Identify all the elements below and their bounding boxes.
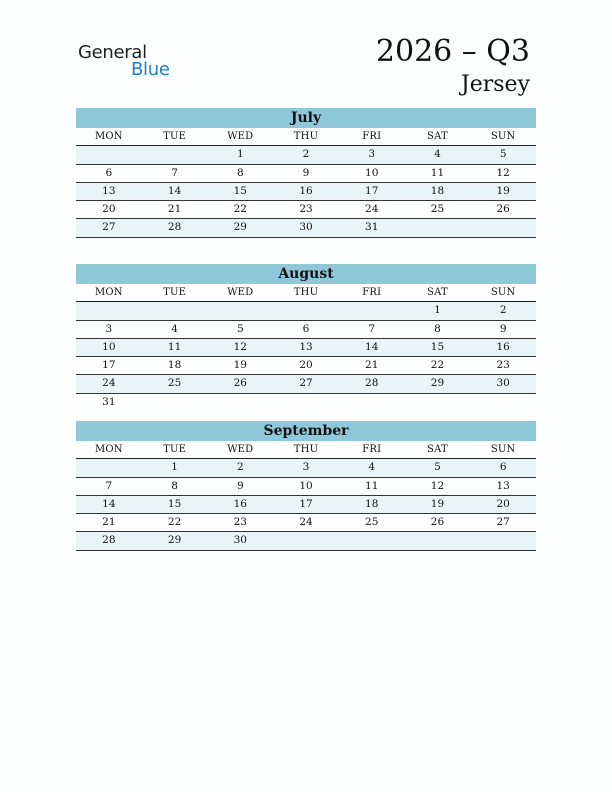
week-row	[76, 146, 536, 164]
week-row	[76, 394, 536, 411]
day-cell: 17	[102, 359, 116, 372]
day-cell: 4	[368, 461, 376, 474]
day-cell	[207, 394, 273, 411]
day-cell: 5	[499, 148, 507, 161]
week-row	[76, 165, 536, 183]
day-cell: 27	[102, 221, 116, 234]
weekday-label: FRI	[362, 444, 382, 455]
day-cell: 4	[171, 322, 178, 335]
day-cell: 6	[105, 166, 113, 179]
day-cell: 20	[496, 497, 510, 510]
logo-text-blue: Blue	[131, 59, 170, 80]
day-cell: 8	[236, 166, 244, 179]
week-row	[76, 183, 536, 201]
day-cell: 22	[167, 516, 182, 529]
day-cell: 3	[302, 461, 310, 474]
day-cell: 19	[233, 359, 247, 372]
day-cell: 28	[365, 377, 379, 390]
day-cell: 20	[299, 359, 313, 372]
day-cell: 18	[167, 359, 182, 372]
day-cell: 9	[302, 166, 310, 179]
day-cell: 15	[167, 497, 182, 510]
day-cell: 27	[496, 516, 510, 529]
day-cell: 18	[430, 184, 445, 197]
week-row	[76, 357, 536, 375]
day-cell: 26	[233, 377, 247, 390]
day-cell	[273, 302, 339, 319]
day-cell: 24	[299, 516, 313, 529]
day-cell: 21	[102, 516, 116, 529]
day-cell: 30	[299, 221, 313, 234]
day-cell: 14	[365, 340, 379, 353]
week-row	[76, 459, 536, 477]
week-row	[76, 375, 536, 393]
week-row	[76, 532, 536, 550]
day-cell: 1	[236, 148, 244, 161]
day-cell	[76, 459, 142, 476]
day-cell: 2	[302, 148, 310, 161]
day-cell	[339, 394, 405, 411]
page-subtitle: Jersey	[460, 72, 530, 97]
day-cell: 16	[233, 497, 247, 510]
day-cell: 16	[299, 184, 313, 197]
weekday-label: WED	[227, 131, 254, 142]
day-cell: 3	[368, 148, 376, 161]
day-cell: 14	[102, 497, 116, 510]
weekday-label: FRI	[362, 287, 382, 298]
day-cell: 22	[430, 359, 445, 372]
week-row	[76, 496, 536, 514]
day-cell: 4	[434, 148, 441, 161]
weekday-label: MON	[94, 287, 123, 298]
day-cell	[339, 302, 405, 319]
weekday-label: TUE	[163, 287, 187, 298]
day-cell: 6	[302, 322, 310, 335]
day-cell: 29	[167, 534, 182, 547]
day-cell	[76, 302, 142, 319]
day-cell: 5	[434, 461, 441, 474]
day-cell: 25	[430, 203, 445, 216]
day-cell: 20	[102, 203, 116, 216]
day-cell: 19	[496, 184, 510, 197]
weekday-header-row	[76, 284, 536, 302]
day-cell: 13	[496, 479, 510, 492]
day-cell	[142, 302, 208, 319]
day-cell: 24	[365, 203, 379, 216]
day-cell: 9	[499, 322, 507, 335]
day-cell: 28	[102, 534, 116, 547]
day-cell: 16	[496, 340, 510, 353]
week-row	[76, 321, 536, 339]
day-cell	[142, 394, 208, 411]
day-cell	[339, 532, 405, 549]
month-name: September	[76, 421, 536, 441]
day-cell: 22	[233, 203, 247, 216]
month-name: August	[76, 264, 536, 284]
day-cell: 17	[365, 184, 379, 197]
week-row	[76, 514, 536, 532]
day-cell: 12	[233, 340, 247, 353]
day-cell: 2	[499, 304, 507, 317]
day-cell: 12	[496, 166, 510, 179]
day-cell: 8	[171, 479, 178, 492]
day-cell	[405, 394, 471, 411]
day-cell: 6	[499, 461, 507, 474]
day-cell: 5	[236, 322, 244, 335]
weekday-header-row	[76, 441, 536, 459]
page-title: 2026 – Q3	[375, 34, 530, 69]
week-row	[76, 478, 536, 496]
day-cell	[273, 394, 339, 411]
weekday-label: FRI	[362, 131, 382, 142]
day-cell: 15	[430, 340, 445, 353]
day-cell	[470, 219, 536, 236]
day-cell: 11	[430, 166, 445, 179]
weekday-label: THU	[293, 444, 319, 455]
day-cell: 23	[299, 203, 313, 216]
weekday-label: SAT	[427, 287, 448, 298]
day-cell: 23	[233, 516, 247, 529]
day-cell: 25	[365, 516, 379, 529]
weekday-label: WED	[227, 287, 254, 298]
day-cell: 10	[365, 166, 379, 179]
day-cell: 31	[102, 395, 116, 408]
weekday-label: THU	[293, 131, 319, 142]
weekday-label: WED	[227, 444, 254, 455]
weekday-label: MON	[94, 444, 123, 455]
day-cell: 7	[368, 322, 376, 335]
weekday-header-row	[76, 128, 536, 146]
day-cell: 3	[105, 322, 113, 335]
day-cell: 8	[434, 322, 441, 335]
day-cell: 13	[299, 340, 313, 353]
day-cell: 29	[430, 377, 445, 390]
logo-text-general: General	[78, 42, 147, 63]
day-cell	[207, 302, 273, 319]
day-cell	[76, 146, 142, 163]
day-cell: 2	[236, 461, 244, 474]
day-cell: 27	[299, 377, 313, 390]
day-cell: 21	[365, 359, 379, 372]
day-cell: 1	[171, 461, 178, 474]
day-cell: 17	[299, 497, 313, 510]
day-cell: 9	[236, 479, 244, 492]
day-cell: 1	[434, 304, 441, 317]
day-cell: 7	[105, 479, 113, 492]
weekday-label: THU	[293, 287, 319, 298]
day-cell: 11	[365, 479, 379, 492]
weekday-label: SUN	[490, 287, 516, 298]
day-cell	[405, 532, 471, 549]
day-cell: 12	[430, 479, 445, 492]
generalblue-logo	[78, 42, 188, 82]
day-cell: 24	[102, 377, 116, 390]
day-cell: 10	[102, 340, 116, 353]
day-cell: 30	[233, 534, 247, 547]
weekday-label: TUE	[163, 444, 187, 455]
week-row	[76, 219, 536, 237]
week-row	[76, 201, 536, 219]
day-cell: 31	[365, 221, 379, 234]
month-august	[76, 264, 536, 411]
weekday-label: SUN	[490, 131, 516, 142]
day-cell: 13	[102, 184, 116, 197]
day-cell	[273, 532, 339, 549]
day-cell	[470, 532, 536, 549]
weekday-label: TUE	[163, 131, 187, 142]
day-cell: 19	[430, 497, 445, 510]
week-row	[76, 339, 536, 357]
weekday-label: SAT	[427, 444, 448, 455]
month-july	[76, 108, 536, 238]
day-cell: 26	[430, 516, 445, 529]
day-cell: 21	[167, 203, 182, 216]
day-cell: 15	[233, 184, 247, 197]
day-cell: 11	[167, 340, 182, 353]
day-cell: 30	[496, 377, 510, 390]
day-cell: 18	[365, 497, 379, 510]
day-cell	[142, 146, 208, 163]
day-cell: 10	[299, 479, 313, 492]
day-cell: 26	[496, 203, 510, 216]
day-cell	[470, 394, 536, 411]
weekday-label: MON	[94, 131, 123, 142]
month-name: July	[76, 108, 536, 128]
weekday-label: SAT	[427, 131, 448, 142]
day-cell: 14	[167, 184, 182, 197]
month-september	[76, 421, 536, 551]
day-cell: 29	[233, 221, 247, 234]
day-cell: 28	[167, 221, 182, 234]
weekday-label: SUN	[490, 444, 516, 455]
day-cell	[405, 219, 471, 236]
day-cell: 25	[167, 377, 182, 390]
day-cell: 7	[171, 166, 178, 179]
day-cell: 23	[496, 359, 510, 372]
week-row	[76, 302, 536, 320]
